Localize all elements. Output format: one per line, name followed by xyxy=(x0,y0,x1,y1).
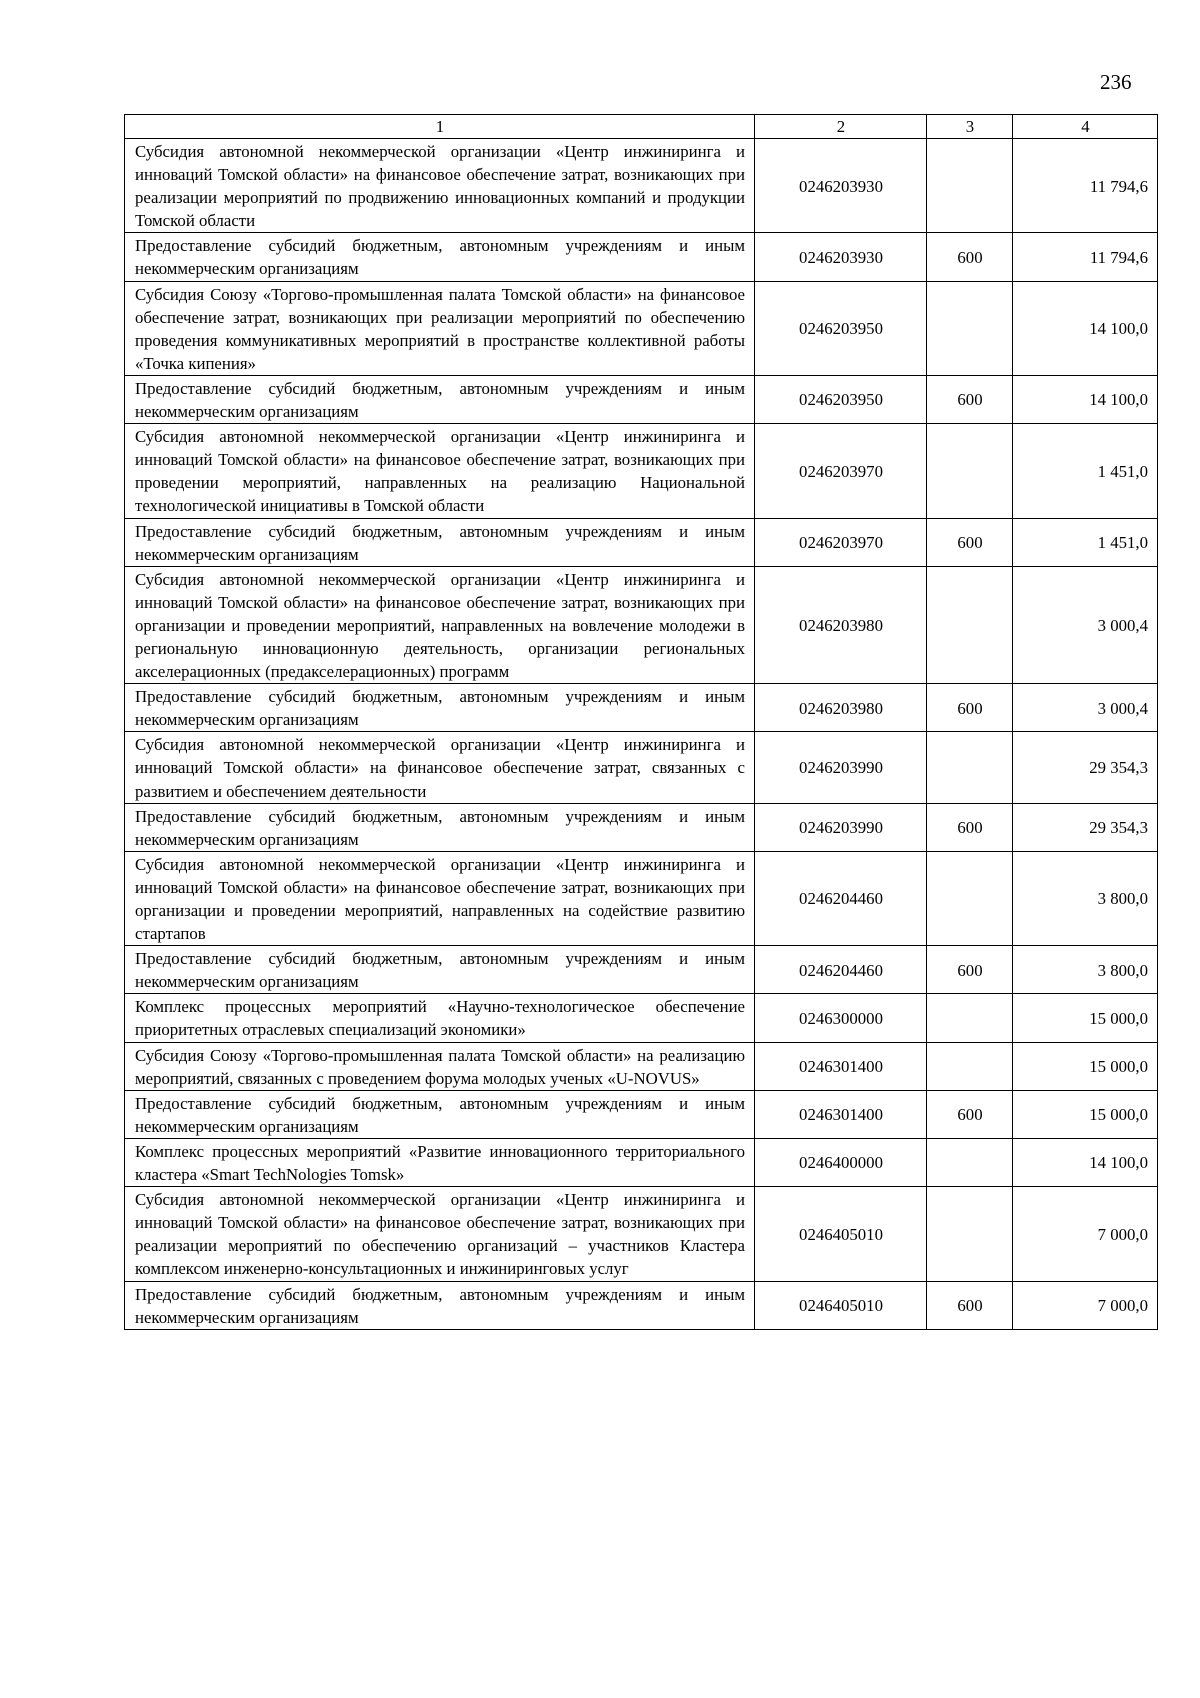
row-expense-type-cell xyxy=(927,281,1013,375)
row-code-cell: 0246405010 xyxy=(755,1281,927,1329)
row-expense-type-cell: 600 xyxy=(927,684,1013,732)
table-row xyxy=(125,732,1158,803)
column-header-4: 4 xyxy=(1013,115,1158,139)
table-row xyxy=(125,424,1158,518)
row-expense-type-cell xyxy=(927,994,1013,1042)
row-code-cell: 0246405010 xyxy=(755,1187,927,1281)
row-expense-type-cell: 600 xyxy=(927,803,1013,851)
row-expense-type-cell xyxy=(927,424,1013,518)
row-code-cell: 0246203970 xyxy=(755,518,927,566)
row-code-cell: 0246301400 xyxy=(755,1090,927,1138)
row-expense-type-cell xyxy=(927,1138,1013,1186)
row-expense-type-cell: 600 xyxy=(927,1090,1013,1138)
table-header-row xyxy=(125,115,1158,139)
column-header-3: 3 xyxy=(927,115,1013,139)
row-amount-cell: 3 000,4 xyxy=(1013,684,1158,732)
row-expense-type-cell xyxy=(927,851,1013,945)
row-code-cell: 0246203980 xyxy=(755,684,927,732)
column-header-1: 1 xyxy=(125,115,755,139)
row-name-cell: Комплекс процессных мероприятий «Развитие инновационного территориального кластера «Smart TechNologies Tomsk» xyxy=(125,1138,755,1186)
row-amount-cell: 1 451,0 xyxy=(1013,518,1158,566)
row-expense-type-cell xyxy=(927,1187,1013,1281)
row-name-cell: Субсидия автономной некоммерческой организации «Центр инжиниринга и инноваций Томской области» на финансовое обеспечение затрат, возникающих при проведении мероприятий, направленных на реализацию Национальной технологической инициативы в Томской области xyxy=(125,424,755,518)
row-code-cell: 0246203980 xyxy=(755,566,927,683)
row-amount-cell: 3 800,0 xyxy=(1013,946,1158,994)
row-name-cell: Предоставление субсидий бюджетным, автономным учреждениям и иным некоммерческим организациям xyxy=(125,1281,755,1329)
row-expense-type-cell: 600 xyxy=(927,518,1013,566)
row-code-cell: 0246300000 xyxy=(755,994,927,1042)
row-name-cell: Субсидия автономной некоммерческой организации «Центр инжиниринга и инноваций Томской области» на финансовое обеспечение затрат, возникающих при реализации мероприятий по обеспечению организаций – участников Кластера комплексом инженерно-консультационных и инжиниринговых услуг xyxy=(125,1187,755,1281)
row-code-cell: 0246301400 xyxy=(755,1042,927,1090)
budget-table xyxy=(124,114,1158,1330)
row-name-cell: Предоставление субсидий бюджетным, автономным учреждениям и иным некоммерческим организациям xyxy=(125,375,755,423)
row-expense-type-cell xyxy=(927,732,1013,803)
row-expense-type-cell xyxy=(927,1042,1013,1090)
row-expense-type-cell: 600 xyxy=(927,946,1013,994)
column-header-2: 2 xyxy=(755,115,927,139)
row-amount-cell: 14 100,0 xyxy=(1013,281,1158,375)
row-code-cell: 0246204460 xyxy=(755,946,927,994)
row-amount-cell: 15 000,0 xyxy=(1013,1090,1158,1138)
row-amount-cell: 7 000,0 xyxy=(1013,1187,1158,1281)
table-row xyxy=(125,684,1158,732)
table-row xyxy=(125,803,1158,851)
row-name-cell: Субсидия Союзу «Торгово-промышленная палата Томской области» на реализацию мероприятий, связанных с проведением форума молодых ученых «U-NOVUS» xyxy=(125,1042,755,1090)
row-name-cell: Субсидия автономной некоммерческой организации «Центр инжиниринга и инноваций Томской области» на финансовое обеспечение затрат, возникающих при организации и проведении мероприятий, направленных на содействие развитию стартапов xyxy=(125,851,755,945)
row-expense-type-cell xyxy=(927,566,1013,683)
row-code-cell: 0246203950 xyxy=(755,281,927,375)
row-code-cell: 0246203990 xyxy=(755,803,927,851)
table-row xyxy=(125,375,1158,423)
row-amount-cell: 15 000,0 xyxy=(1013,994,1158,1042)
row-expense-type-cell: 600 xyxy=(927,233,1013,281)
table-row xyxy=(125,1090,1158,1138)
table-row xyxy=(125,518,1158,566)
row-amount-cell: 29 354,3 xyxy=(1013,803,1158,851)
row-expense-type-cell: 600 xyxy=(927,1281,1013,1329)
row-name-cell: Субсидия автономной некоммерческой организации «Центр инжиниринга и инноваций Томской области» на финансовое обеспечение затрат, возникающих при организации и проведении мероприятий, направленных на вовлечение молодежи в региональную инновационную деятельность, организации региональных акселерационных (предакселерационных) программ xyxy=(125,566,755,683)
row-amount-cell: 3 000,4 xyxy=(1013,566,1158,683)
table-row xyxy=(125,1281,1158,1329)
row-expense-type-cell: 600 xyxy=(927,375,1013,423)
row-name-cell: Предоставление субсидий бюджетным, автономным учреждениям и иным некоммерческим организациям xyxy=(125,233,755,281)
table-row xyxy=(125,946,1158,994)
table-row xyxy=(125,1042,1158,1090)
row-code-cell: 0246204460 xyxy=(755,851,927,945)
row-amount-cell: 11 794,6 xyxy=(1013,233,1158,281)
row-amount-cell: 14 100,0 xyxy=(1013,1138,1158,1186)
table-row xyxy=(125,994,1158,1042)
row-name-cell: Субсидия автономной некоммерческой организации «Центр инжиниринга и инноваций Томской области» на финансовое обеспечение затрат, возникающих при реализации мероприятий по продвижению инновационных компаний и продукции Томской области xyxy=(125,139,755,233)
table-row xyxy=(125,281,1158,375)
row-amount-cell: 15 000,0 xyxy=(1013,1042,1158,1090)
row-code-cell: 0246400000 xyxy=(755,1138,927,1186)
row-amount-cell: 7 000,0 xyxy=(1013,1281,1158,1329)
row-name-cell: Предоставление субсидий бюджетным, автономным учреждениям и иным некоммерческим организациям xyxy=(125,803,755,851)
row-amount-cell: 11 794,6 xyxy=(1013,139,1158,233)
row-code-cell: 0246203990 xyxy=(755,732,927,803)
row-name-cell: Субсидия автономной некоммерческой организации «Центр инжиниринга и инноваций Томской области» на финансовое обеспечение затрат, связанных с развитием и обеспечением деятельности xyxy=(125,732,755,803)
row-amount-cell: 14 100,0 xyxy=(1013,375,1158,423)
table-row xyxy=(125,139,1158,233)
row-name-cell: Субсидия Союзу «Торгово-промышленная палата Томской области» на финансовое обеспечение затрат, возникающих при реализации мероприятий по обеспечению проведения коммуникативных мероприятий в пространстве коллективной работы «Точка кипения» xyxy=(125,281,755,375)
table-row xyxy=(125,1138,1158,1186)
row-name-cell: Предоставление субсидий бюджетным, автономным учреждениям и иным некоммерческим организациям xyxy=(125,684,755,732)
page-number: 236 xyxy=(1100,70,1132,94)
row-code-cell: 0246203970 xyxy=(755,424,927,518)
row-code-cell: 0246203930 xyxy=(755,139,927,233)
row-expense-type-cell xyxy=(927,139,1013,233)
table-row xyxy=(125,566,1158,683)
row-code-cell: 0246203930 xyxy=(755,233,927,281)
row-name-cell: Предоставление субсидий бюджетным, автономным учреждениям и иным некоммерческим организациям xyxy=(125,946,755,994)
row-amount-cell: 3 800,0 xyxy=(1013,851,1158,945)
table-row xyxy=(125,233,1158,281)
row-amount-cell: 1 451,0 xyxy=(1013,424,1158,518)
table-row xyxy=(125,1187,1158,1281)
table-row xyxy=(125,851,1158,945)
row-amount-cell: 29 354,3 xyxy=(1013,732,1158,803)
row-name-cell: Предоставление субсидий бюджетным, автономным учреждениям и иным некоммерческим организациям xyxy=(125,1090,755,1138)
row-code-cell: 0246203950 xyxy=(755,375,927,423)
table-body xyxy=(125,139,1158,1330)
row-name-cell: Комплекс процессных мероприятий «Научно-технологическое обеспечение приоритетных отраслевых специализаций экономики» xyxy=(125,994,755,1042)
row-name-cell: Предоставление субсидий бюджетным, автономным учреждениям и иным некоммерческим организациям xyxy=(125,518,755,566)
